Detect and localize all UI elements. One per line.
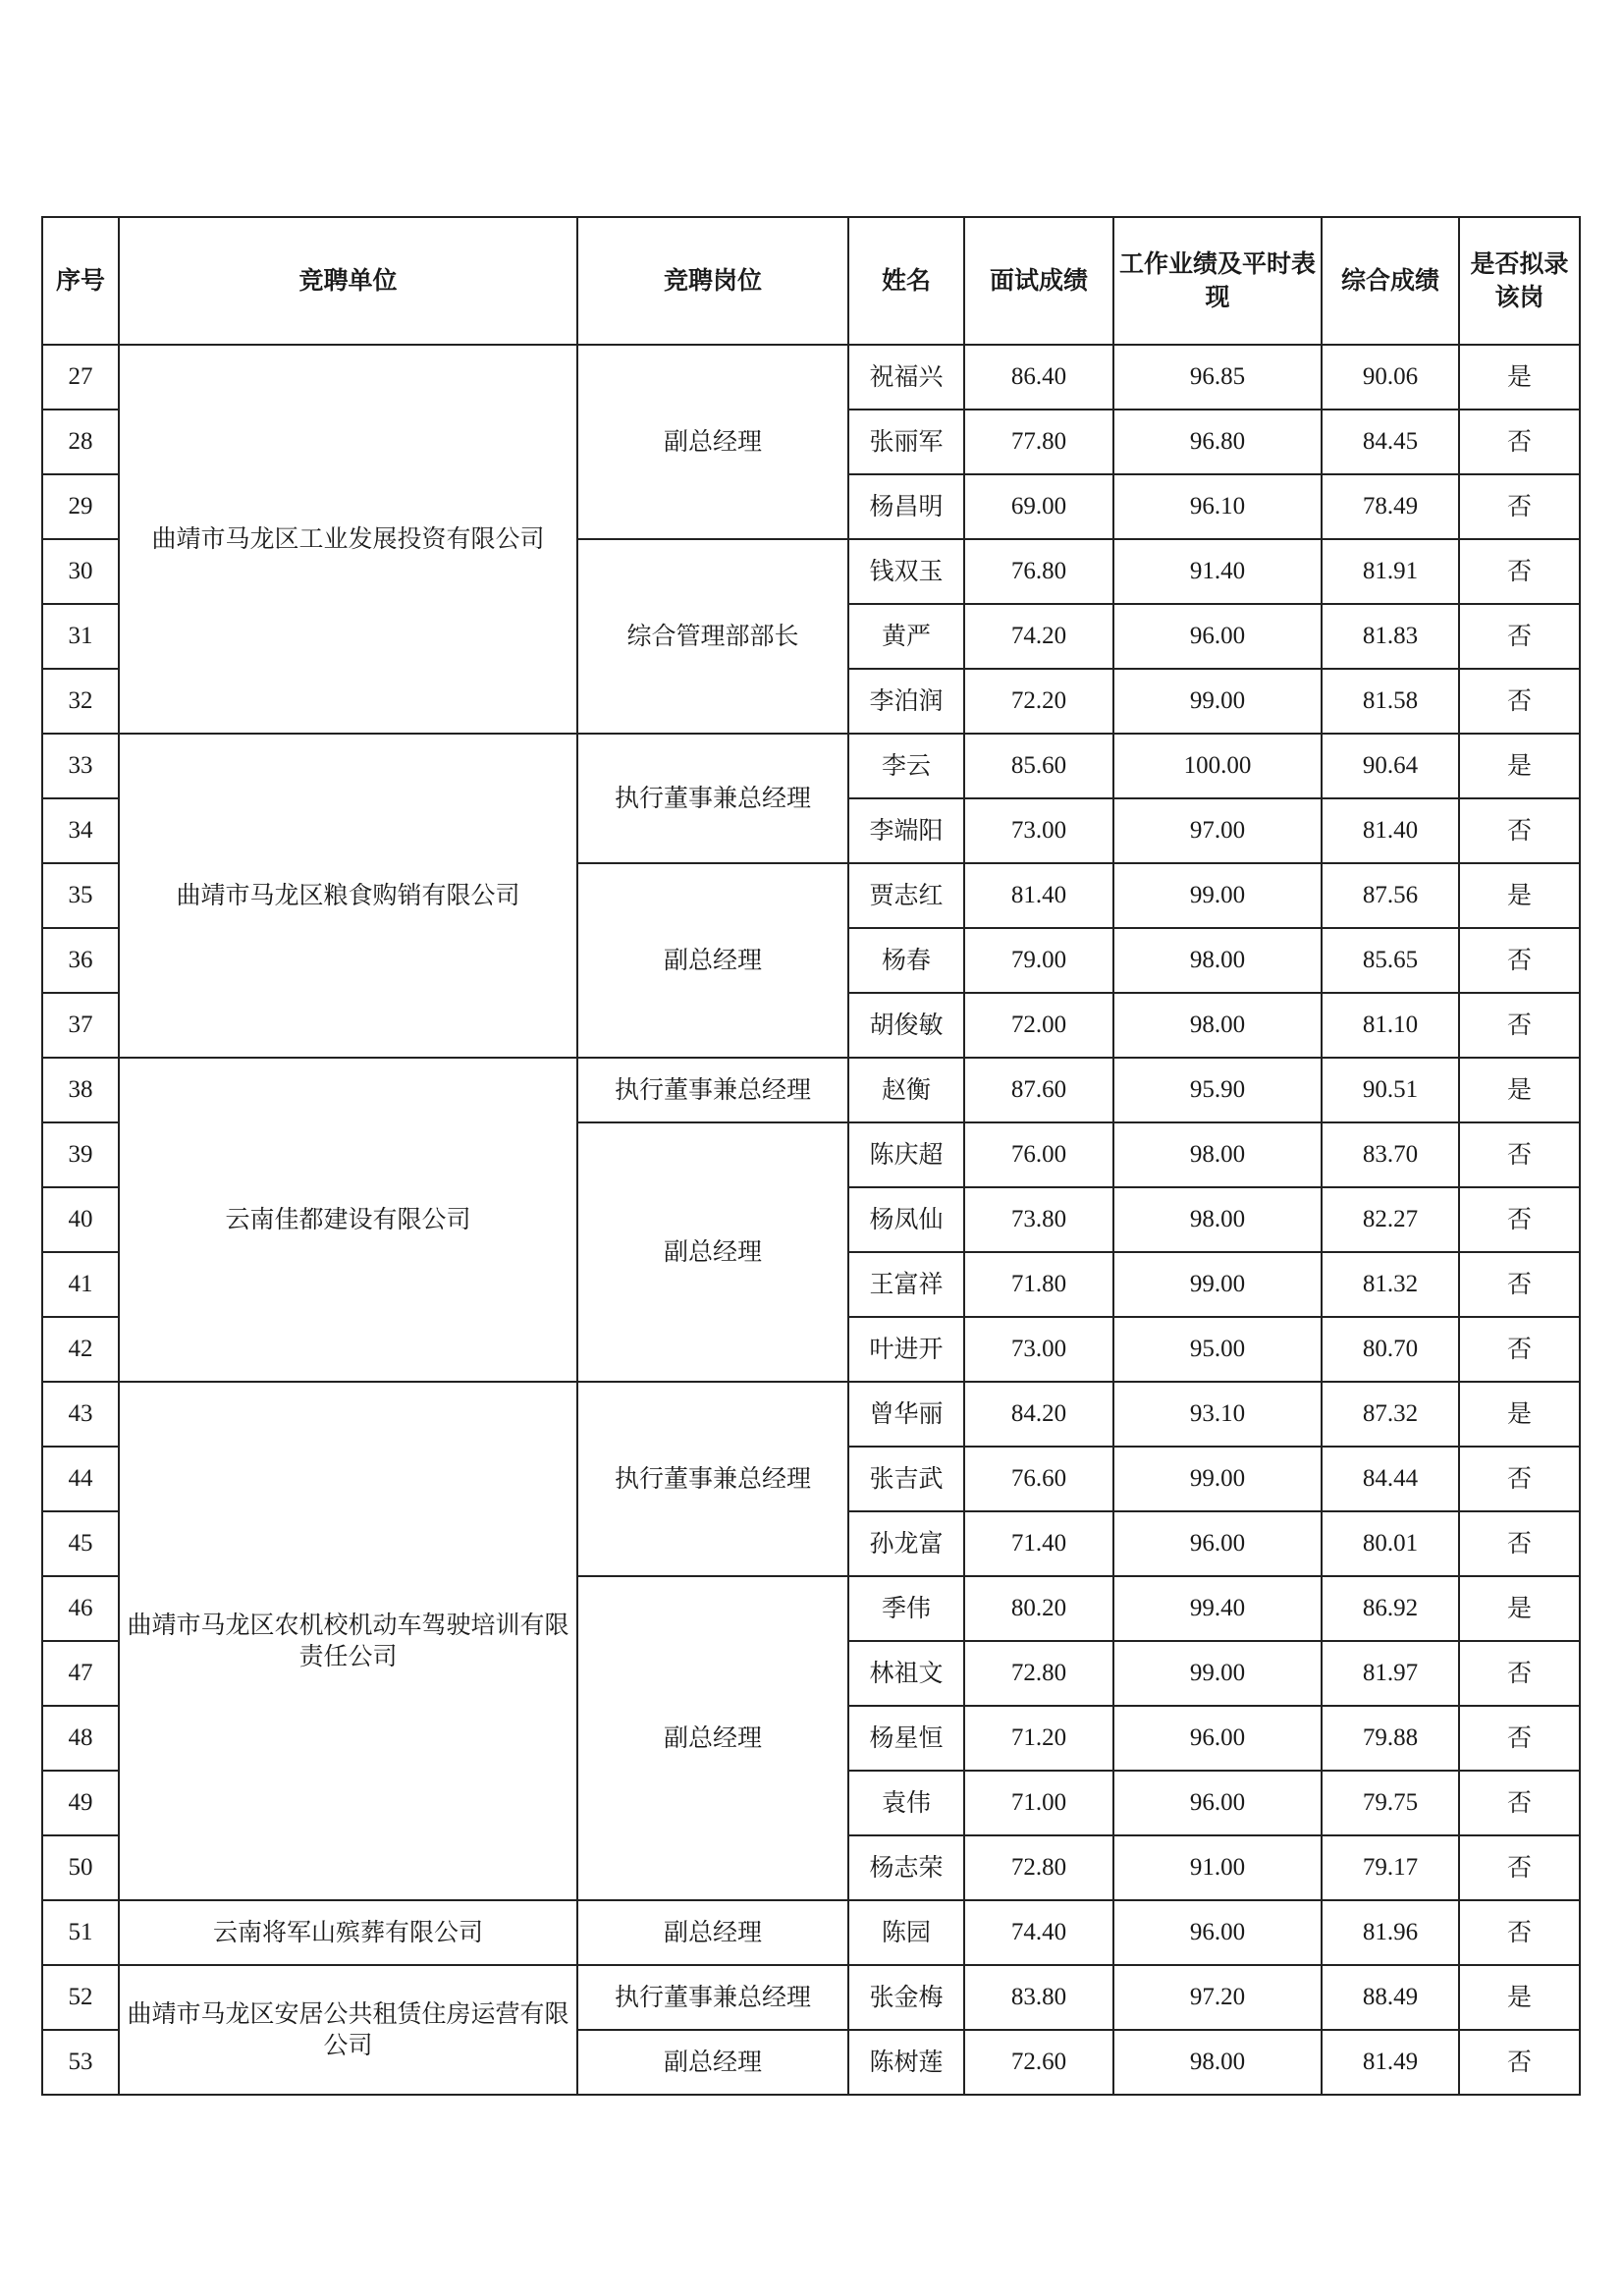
table-row — [42, 734, 1580, 798]
seq-cell: 43 — [42, 1382, 119, 1447]
total-score-cell: 81.96 — [1322, 1900, 1459, 1965]
total-score-cell: 79.88 — [1322, 1706, 1459, 1771]
header-post: 竞聘岗位 — [577, 217, 848, 345]
performance-score-cell: 99.00 — [1113, 669, 1322, 734]
interview-score-cell: 73.80 — [964, 1187, 1113, 1252]
name-cell: 叶进开 — [848, 1317, 964, 1382]
hire-decision-cell: 否 — [1459, 1511, 1580, 1576]
performance-score-cell: 97.00 — [1113, 798, 1322, 863]
interview-score-cell: 69.00 — [964, 474, 1113, 539]
interview-score-cell: 71.20 — [964, 1706, 1113, 1771]
seq-cell: 50 — [42, 1835, 119, 1900]
total-score-cell: 81.32 — [1322, 1252, 1459, 1317]
name-cell: 陈树莲 — [848, 2030, 964, 2095]
hire-decision-cell: 是 — [1459, 1576, 1580, 1641]
seq-cell: 40 — [42, 1187, 119, 1252]
table-row — [42, 345, 1580, 410]
name-cell: 杨春 — [848, 928, 964, 993]
name-cell: 杨昌明 — [848, 474, 964, 539]
total-score-cell: 90.51 — [1322, 1058, 1459, 1122]
seq-cell: 52 — [42, 1965, 119, 2030]
performance-score-cell: 96.85 — [1113, 345, 1322, 410]
results-table — [41, 216, 1581, 2096]
seq-cell: 38 — [42, 1058, 119, 1122]
name-cell: 李端阳 — [848, 798, 964, 863]
name-cell: 赵衡 — [848, 1058, 964, 1122]
seq-cell: 37 — [42, 993, 119, 1058]
total-score-cell: 83.70 — [1322, 1122, 1459, 1187]
hire-decision-cell: 否 — [1459, 539, 1580, 604]
total-score-cell: 87.56 — [1322, 863, 1459, 928]
hire-decision-cell: 否 — [1459, 1641, 1580, 1706]
name-cell: 陈园 — [848, 1900, 964, 1965]
seq-cell: 53 — [42, 2030, 119, 2095]
hire-decision-cell: 是 — [1459, 1058, 1580, 1122]
hire-decision-cell: 是 — [1459, 1965, 1580, 2030]
seq-cell: 47 — [42, 1641, 119, 1706]
name-cell: 杨星恒 — [848, 1706, 964, 1771]
performance-score-cell: 95.00 — [1113, 1317, 1322, 1382]
seq-cell: 44 — [42, 1447, 119, 1511]
hire-decision-cell: 否 — [1459, 474, 1580, 539]
unit-name-cell: 曲靖市马龙区农机校机动车驾驶培训有限责任公司 — [119, 1382, 577, 1900]
name-cell: 贾志红 — [848, 863, 964, 928]
interview-score-cell: 76.80 — [964, 539, 1113, 604]
interview-score-cell: 83.80 — [964, 1965, 1113, 2030]
total-score-cell: 86.92 — [1322, 1576, 1459, 1641]
total-score-cell: 78.49 — [1322, 474, 1459, 539]
seq-cell: 39 — [42, 1122, 119, 1187]
table-row — [42, 1382, 1580, 1447]
performance-score-cell: 96.00 — [1113, 1706, 1322, 1771]
post-name-cell: 副总经理 — [577, 1900, 848, 1965]
interview-score-cell: 72.20 — [964, 669, 1113, 734]
hire-decision-cell: 是 — [1459, 734, 1580, 798]
seq-cell: 32 — [42, 669, 119, 734]
name-cell: 陈庆超 — [848, 1122, 964, 1187]
results-body — [42, 345, 1580, 2095]
interview-score-cell: 87.60 — [964, 1058, 1113, 1122]
name-cell: 杨凤仙 — [848, 1187, 964, 1252]
name-cell: 张吉武 — [848, 1447, 964, 1511]
performance-score-cell: 96.10 — [1113, 474, 1322, 539]
unit-name-cell: 曲靖市马龙区粮食购销有限公司 — [119, 734, 577, 1058]
total-score-cell: 87.32 — [1322, 1382, 1459, 1447]
seq-cell: 41 — [42, 1252, 119, 1317]
hire-decision-cell: 否 — [1459, 2030, 1580, 2095]
post-name-cell: 副总经理 — [577, 2030, 848, 2095]
interview-score-cell: 84.20 — [964, 1382, 1113, 1447]
performance-score-cell: 99.00 — [1113, 1641, 1322, 1706]
seq-cell: 51 — [42, 1900, 119, 1965]
seq-cell: 42 — [42, 1317, 119, 1382]
post-name-cell: 副总经理 — [577, 345, 848, 539]
performance-score-cell: 96.00 — [1113, 1511, 1322, 1576]
hire-decision-cell: 否 — [1459, 1706, 1580, 1771]
name-cell: 钱双玉 — [848, 539, 964, 604]
performance-score-cell: 99.00 — [1113, 863, 1322, 928]
post-name-cell: 执行董事兼总经理 — [577, 1382, 848, 1576]
seq-cell: 35 — [42, 863, 119, 928]
performance-score-cell: 96.80 — [1113, 410, 1322, 474]
interview-score-cell: 71.40 — [964, 1511, 1113, 1576]
post-name-cell: 执行董事兼总经理 — [577, 1965, 848, 2030]
post-name-cell: 副总经理 — [577, 1122, 848, 1382]
performance-score-cell: 93.10 — [1113, 1382, 1322, 1447]
hire-decision-cell: 否 — [1459, 1835, 1580, 1900]
name-cell: 张丽军 — [848, 410, 964, 474]
total-score-cell: 81.97 — [1322, 1641, 1459, 1706]
header-unit: 竞聘单位 — [119, 217, 577, 345]
name-cell: 王富祥 — [848, 1252, 964, 1317]
hire-decision-cell: 否 — [1459, 669, 1580, 734]
table-row — [42, 1900, 1580, 1965]
name-cell: 胡俊敏 — [848, 993, 964, 1058]
total-score-cell: 84.44 — [1322, 1447, 1459, 1511]
name-cell: 祝福兴 — [848, 345, 964, 410]
total-score-cell: 79.17 — [1322, 1835, 1459, 1900]
performance-score-cell: 99.00 — [1113, 1252, 1322, 1317]
header-hire: 是否拟录该岗 — [1459, 217, 1580, 345]
seq-cell: 27 — [42, 345, 119, 410]
total-score-cell: 80.70 — [1322, 1317, 1459, 1382]
total-score-cell: 81.83 — [1322, 604, 1459, 669]
total-score-cell: 81.10 — [1322, 993, 1459, 1058]
total-score-cell: 80.01 — [1322, 1511, 1459, 1576]
interview-score-cell: 71.00 — [964, 1771, 1113, 1835]
unit-name-cell: 曲靖市马龙区工业发展投资有限公司 — [119, 345, 577, 734]
performance-score-cell: 98.00 — [1113, 1122, 1322, 1187]
interview-score-cell: 79.00 — [964, 928, 1113, 993]
name-cell: 张金梅 — [848, 1965, 964, 2030]
interview-score-cell: 72.80 — [964, 1835, 1113, 1900]
seq-cell: 48 — [42, 1706, 119, 1771]
post-name-cell: 副总经理 — [577, 1576, 848, 1900]
header-performance: 工作业绩及平时表现 — [1113, 217, 1322, 345]
total-score-cell: 82.27 — [1322, 1187, 1459, 1252]
hire-decision-cell: 否 — [1459, 928, 1580, 993]
total-score-cell: 88.49 — [1322, 1965, 1459, 2030]
interview-score-cell: 71.80 — [964, 1252, 1113, 1317]
total-score-cell: 90.06 — [1322, 345, 1459, 410]
seq-cell: 33 — [42, 734, 119, 798]
hire-decision-cell: 否 — [1459, 993, 1580, 1058]
performance-score-cell: 98.00 — [1113, 2030, 1322, 2095]
interview-score-cell: 73.00 — [964, 798, 1113, 863]
seq-cell: 31 — [42, 604, 119, 669]
header-name: 姓名 — [848, 217, 964, 345]
header-seq: 序号 — [42, 217, 119, 345]
hire-decision-cell: 否 — [1459, 604, 1580, 669]
unit-name-cell: 曲靖市马龙区安居公共租赁住房运营有限公司 — [119, 1965, 577, 2095]
name-cell: 曾华丽 — [848, 1382, 964, 1447]
total-score-cell: 81.40 — [1322, 798, 1459, 863]
name-cell: 林祖文 — [848, 1641, 964, 1706]
name-cell: 黄严 — [848, 604, 964, 669]
header-row — [42, 217, 1580, 345]
performance-score-cell: 91.40 — [1113, 539, 1322, 604]
interview-score-cell: 76.00 — [964, 1122, 1113, 1187]
name-cell: 季伟 — [848, 1576, 964, 1641]
performance-score-cell: 98.00 — [1113, 1187, 1322, 1252]
hire-decision-cell: 否 — [1459, 410, 1580, 474]
performance-score-cell: 96.00 — [1113, 604, 1322, 669]
post-name-cell: 副总经理 — [577, 863, 848, 1058]
name-cell: 杨志荣 — [848, 1835, 964, 1900]
hire-decision-cell: 是 — [1459, 1382, 1580, 1447]
name-cell: 李泊润 — [848, 669, 964, 734]
interview-score-cell: 85.60 — [964, 734, 1113, 798]
performance-score-cell: 99.40 — [1113, 1576, 1322, 1641]
name-cell: 李云 — [848, 734, 964, 798]
interview-score-cell: 73.00 — [964, 1317, 1113, 1382]
interview-score-cell: 81.40 — [964, 863, 1113, 928]
seq-cell: 36 — [42, 928, 119, 993]
hire-decision-cell: 否 — [1459, 1122, 1580, 1187]
hire-decision-cell: 否 — [1459, 1771, 1580, 1835]
hire-decision-cell: 否 — [1459, 1447, 1580, 1511]
unit-name-cell: 云南佳都建设有限公司 — [119, 1058, 577, 1382]
seq-cell: 46 — [42, 1576, 119, 1641]
header-interview: 面试成绩 — [964, 217, 1113, 345]
hire-decision-cell: 否 — [1459, 1900, 1580, 1965]
interview-score-cell: 72.00 — [964, 993, 1113, 1058]
hire-decision-cell: 否 — [1459, 1187, 1580, 1252]
performance-score-cell: 97.20 — [1113, 1965, 1322, 2030]
performance-score-cell: 91.00 — [1113, 1835, 1322, 1900]
hire-decision-cell: 否 — [1459, 1252, 1580, 1317]
post-name-cell: 综合管理部部长 — [577, 539, 848, 734]
performance-score-cell: 96.00 — [1113, 1771, 1322, 1835]
hire-decision-cell: 是 — [1459, 863, 1580, 928]
performance-score-cell: 98.00 — [1113, 993, 1322, 1058]
interview-score-cell: 77.80 — [964, 410, 1113, 474]
name-cell: 袁伟 — [848, 1771, 964, 1835]
seq-cell: 30 — [42, 539, 119, 604]
interview-score-cell: 76.60 — [964, 1447, 1113, 1511]
interview-score-cell: 80.20 — [964, 1576, 1113, 1641]
table-row — [42, 1965, 1580, 2030]
header-total: 综合成绩 — [1322, 217, 1459, 345]
total-score-cell: 85.65 — [1322, 928, 1459, 993]
interview-score-cell: 74.20 — [964, 604, 1113, 669]
performance-score-cell: 99.00 — [1113, 1447, 1322, 1511]
post-name-cell: 执行董事兼总经理 — [577, 734, 848, 863]
unit-name-cell: 云南将军山殡葬有限公司 — [119, 1900, 577, 1965]
seq-cell: 45 — [42, 1511, 119, 1576]
performance-score-cell: 100.00 — [1113, 734, 1322, 798]
seq-cell: 49 — [42, 1771, 119, 1835]
total-score-cell: 90.64 — [1322, 734, 1459, 798]
results-document — [41, 216, 1579, 2096]
hire-decision-cell: 是 — [1459, 345, 1580, 410]
performance-score-cell: 96.00 — [1113, 1900, 1322, 1965]
interview-score-cell: 74.40 — [964, 1900, 1113, 1965]
total-score-cell: 81.58 — [1322, 669, 1459, 734]
interview-score-cell: 72.60 — [964, 2030, 1113, 2095]
name-cell: 孙龙富 — [848, 1511, 964, 1576]
table-row — [42, 1058, 1580, 1122]
total-score-cell: 81.49 — [1322, 2030, 1459, 2095]
total-score-cell: 81.91 — [1322, 539, 1459, 604]
interview-score-cell: 86.40 — [964, 345, 1113, 410]
total-score-cell: 84.45 — [1322, 410, 1459, 474]
seq-cell: 29 — [42, 474, 119, 539]
seq-cell: 28 — [42, 410, 119, 474]
hire-decision-cell: 否 — [1459, 798, 1580, 863]
performance-score-cell: 95.90 — [1113, 1058, 1322, 1122]
seq-cell: 34 — [42, 798, 119, 863]
performance-score-cell: 98.00 — [1113, 928, 1322, 993]
hire-decision-cell: 否 — [1459, 1317, 1580, 1382]
interview-score-cell: 72.80 — [964, 1641, 1113, 1706]
total-score-cell: 79.75 — [1322, 1771, 1459, 1835]
post-name-cell: 执行董事兼总经理 — [577, 1058, 848, 1122]
